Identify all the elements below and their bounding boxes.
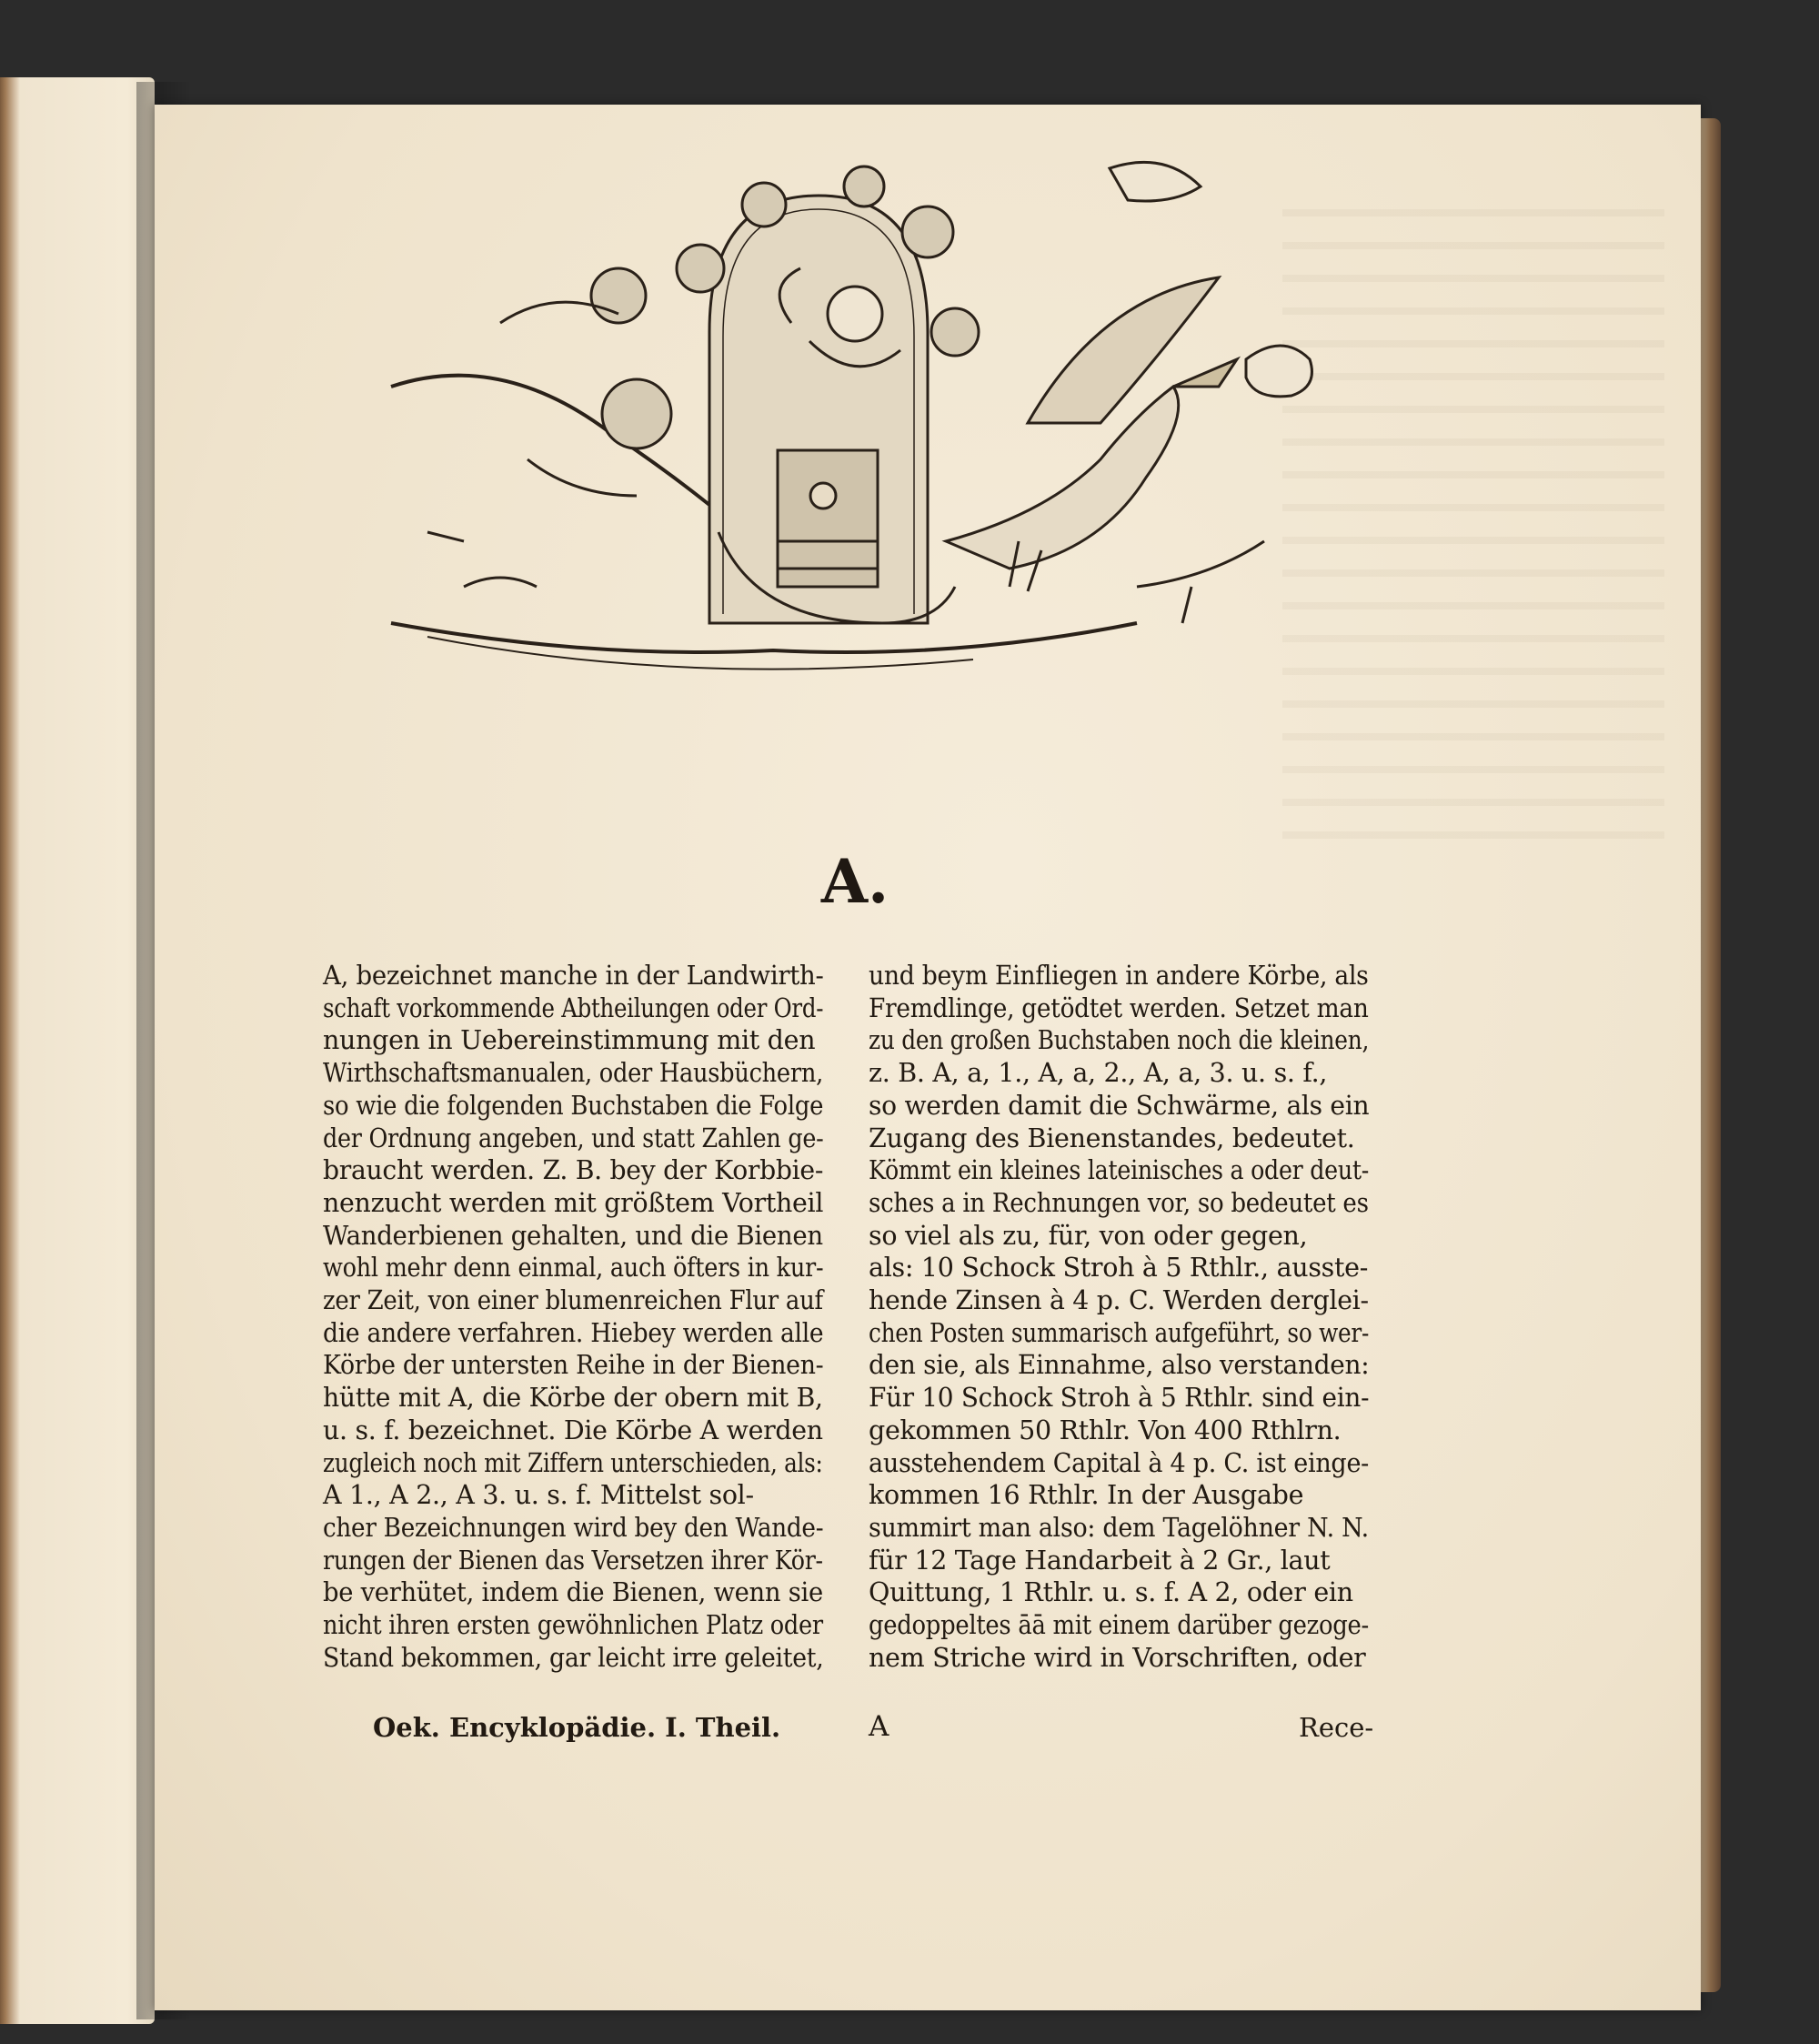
text-line: der Ordnung angeben, und statt Zahlen ge-: [323, 1123, 824, 1153]
text-line: Wanderbienen gehalten, und die Bienen: [323, 1220, 823, 1251]
text-line: für 12 Tage Handarbeit à 2 Gr., laut: [869, 1545, 1331, 1576]
text-line: wohl mehr denn einmal, auch öfters in kur-: [323, 1253, 824, 1284]
vignette-cherub: [828, 287, 882, 341]
text-line: die andere verfahren. Hiebey werden alle: [323, 1317, 824, 1348]
text-line: so viel als zu, für, von oder gegen,: [869, 1220, 1308, 1251]
text-line: so werden damit die Schwärme, als ein: [869, 1090, 1370, 1121]
footer-book-title: Oek. Encyklopädie. I. Theil.: [373, 1712, 781, 1743]
footer-catchword: Rece-: [1299, 1712, 1374, 1743]
text-line: den sie, als Einnahme, also verstanden:: [869, 1350, 1370, 1381]
text-line: schaft vorkommende Abtheilungen oder Ord-: [323, 992, 824, 1023]
text-line: Stand bekommen, gar leicht irre geleitet,: [323, 1642, 824, 1673]
text-line: rungen der Bienen das Versetzen ihrer Kör-: [323, 1545, 823, 1576]
text-line: be verhütet, indem die Bienen, wenn sie: [323, 1577, 823, 1608]
text-line: ausstehendem Capital à 4 p. C. ist einge-: [869, 1447, 1370, 1478]
text-line: Wirthschaftsmanualen, oder Hausbüchern,: [323, 1058, 823, 1089]
text-line: Körbe der untersten Reihe in der Bienen-: [323, 1350, 824, 1381]
bleed-through-text: [1282, 209, 1664, 846]
text-line: sches a in Rechnungen vor, so bedeutet es: [869, 1187, 1369, 1218]
text-line: hende Zinsen à 4 p. C. Werden derglei-: [869, 1285, 1369, 1316]
text-line: A, bezeichnet manche in der Landwirth-: [323, 961, 824, 991]
text-line: cher Bezeichnungen wird bey den Wande-: [323, 1512, 824, 1543]
left-page-edge: [0, 77, 155, 2024]
text-line: nicht ihren ersten gewöhnlichen Platz oder: [323, 1610, 823, 1641]
vignette-cloud: [1246, 346, 1312, 397]
text-line: zer Zeit, von einer blumenreichen Flur auf: [323, 1285, 823, 1316]
text-line: braucht werden. Z. B. bey der Korbbie-: [323, 1155, 824, 1186]
text-line: zugleich noch mit Ziffern unterschieden, als:: [323, 1447, 823, 1478]
text-line: so wie die folgenden Buchstaben die Folge: [323, 1090, 824, 1121]
left-text-column: [323, 960, 823, 1674]
text-line: Zugang des Bienenstandes, bedeutet.: [869, 1123, 1355, 1153]
text-line: A 1., A 2., A 3. u. s. f. Mittelst sol-: [323, 1480, 754, 1511]
text-line: hütte mit A, die Körbe der obern mit B,: [323, 1383, 823, 1414]
vignette-ground: [391, 623, 1137, 652]
vignette-beehive: [778, 450, 878, 587]
text-line: nem Striche wird in Vorschriften, oder: [869, 1642, 1366, 1673]
text-line: gekommen 50 Rthlr. Von 400 Rthlrn.: [869, 1415, 1342, 1445]
text-line: Quittung, 1 Rthlr. u. s. f. A 2, oder ein: [869, 1577, 1353, 1608]
text-line: chen Posten summarisch aufgeführt, so wer-: [869, 1317, 1370, 1348]
text-line: summirt man also: dem Tagelöhner N. N.: [869, 1512, 1369, 1543]
text-line: Kömmt ein kleines lateinisches a oder deut-: [869, 1155, 1370, 1186]
section-letter: A.: [820, 846, 889, 917]
footer-signature-mark: A: [869, 1710, 889, 1743]
text-line: gedoppeltes āā mit einem darüber gezoge-: [869, 1610, 1369, 1641]
text-line: nenzucht werden mit größtem Vortheil: [323, 1187, 824, 1218]
text-line: zu den großen Buchstaben noch die kleinen,: [869, 1025, 1370, 1056]
text-line: z. B. A, a, 1., A, a, 2., A, a, 3. u. s. f.,: [869, 1058, 1328, 1089]
text-line: Fremdlinge, getödtet werden. Setzet man: [869, 992, 1369, 1023]
text-line: und beym Einfliegen in andere Körbe, als: [869, 961, 1369, 991]
text-line: als: 10 Schock Stroh à 5 Rthlr., ausste-: [869, 1253, 1369, 1284]
text-line: u. s. f. bezeichnet. Die Körbe A werden: [323, 1415, 823, 1445]
text-line: Für 10 Schock Stroh à 5 Rthlr. sind ein-: [869, 1383, 1370, 1414]
engraved-vignette-illustration: [227, 114, 1319, 714]
text-line: nungen in Uebereinstimmung mit den: [323, 1025, 816, 1056]
text-line: kommen 16 Rthlr. In der Ausgabe: [869, 1480, 1304, 1511]
right-text-column: [869, 960, 1369, 1674]
